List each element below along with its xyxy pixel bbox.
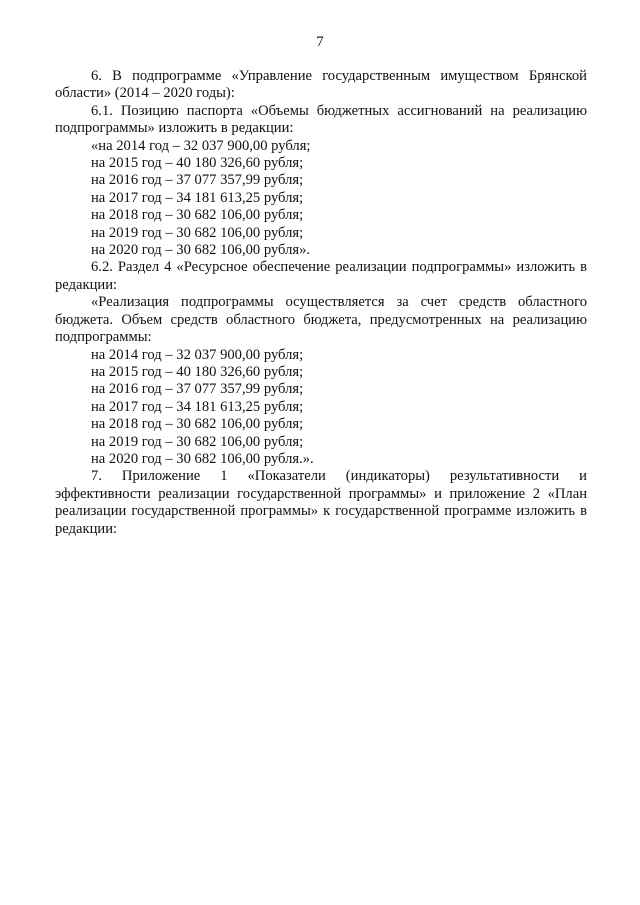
list-item: на 2017 год – 34 181 613,25 рубля; bbox=[91, 189, 304, 206]
list-item: на 2016 год – 37 077 357,99 рубля; bbox=[91, 172, 304, 189]
document-body bbox=[55, 68, 587, 538]
list-item: на 2020 год – 30 682 106,00 рубля». bbox=[91, 242, 311, 259]
paragraph-6-1: 6.1. Позицию паспорта «Объемы бюджетных ассигнований на реализацию подпрограммы» изложить в редакции: bbox=[55, 102, 587, 137]
paragraph-6-2-text: «Реализация подпрограммы осуществляется за счет средств областного бюджета. Объем средств областного бюджета, предусмотренных на реализацию подпрограммы: bbox=[55, 294, 587, 346]
list-item: на 2014 год – 32 037 900,00 рубля; bbox=[91, 346, 304, 363]
list-item: на 2017 год – 34 181 613,25 рубля; bbox=[91, 398, 304, 415]
list-item: на 2020 год – 30 682 106,00 рубля.». bbox=[91, 450, 314, 467]
paragraph-7: 7. Приложение 1 «Показатели (индикаторы) результативности и эффективности реализации государственной программы» и приложение 2 «План реализации государственной программы» к государственной программе изложить в редакции: bbox=[55, 468, 587, 537]
page-number: 7 bbox=[316, 34, 324, 50]
list-item: на 2019 год – 30 682 106,00 рубля; bbox=[91, 433, 304, 450]
paragraph-6: 6. В подпрограмме «Управление государственным имуществом Брянской области» (2014 – 2020 годы): bbox=[55, 68, 587, 102]
list-item: на 2018 год – 30 682 106,00 рубля; bbox=[91, 416, 304, 433]
list-item: на 2018 год – 30 682 106,00 рубля; bbox=[91, 207, 304, 224]
list-item: на 2015 год – 40 180 326,60 рубля; bbox=[91, 155, 304, 172]
paragraph-6-2: 6.2. Раздел 4 «Ресурсное обеспечение реализации подпрограммы» изложить в редакции: bbox=[55, 259, 587, 293]
list-item: на 2019 год – 30 682 106,00 рубля; bbox=[91, 224, 304, 241]
allocation-list-passport bbox=[55, 138, 587, 260]
allocation-list-section4 bbox=[55, 347, 587, 469]
list-item: «на 2014 год – 32 037 900,00 рубля; bbox=[91, 137, 311, 154]
list-item: на 2016 год – 37 077 357,99 рубля; bbox=[91, 381, 304, 398]
list-item: на 2015 год – 40 180 326,60 рубля; bbox=[91, 363, 304, 380]
